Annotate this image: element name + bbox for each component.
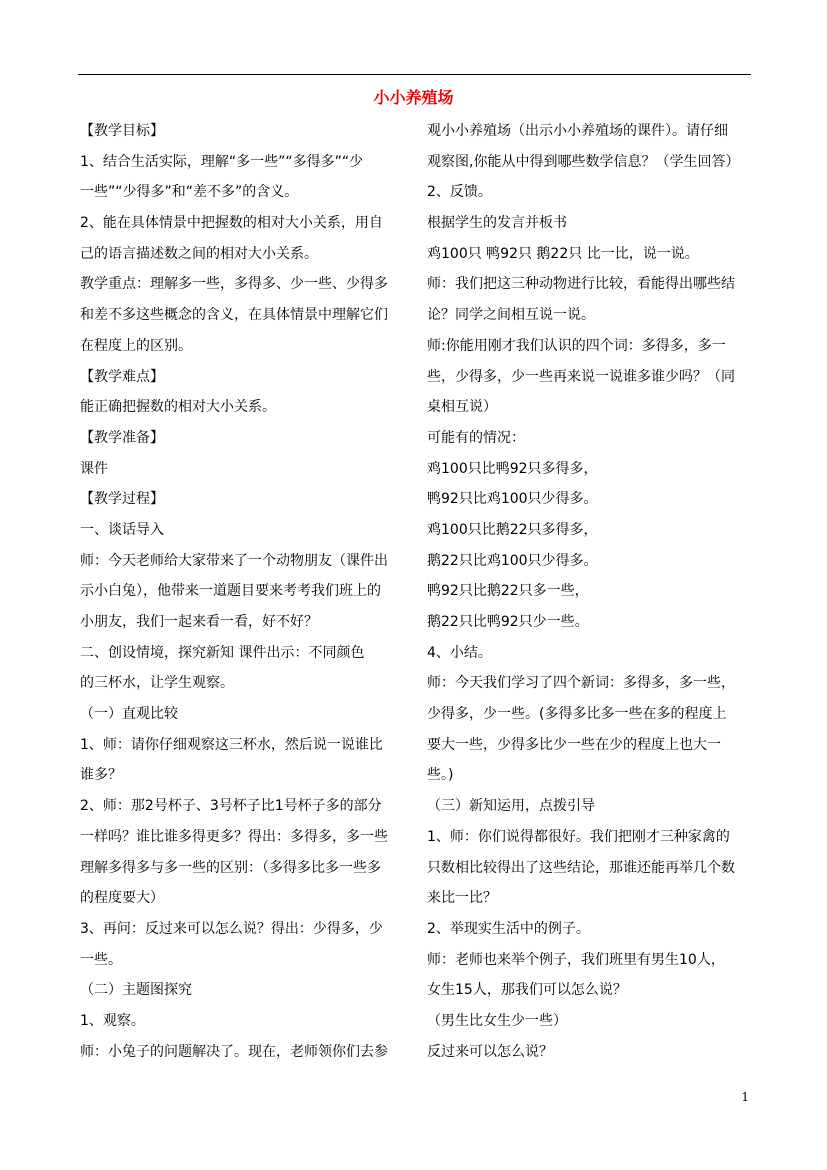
text-line: （男生比女生少一些）: [427, 1012, 567, 1029]
text-line: 一些。: [80, 951, 122, 968]
text-line: 教学重点：理解多一些，多得多、少一些、少得多: [80, 276, 388, 293]
text-line: 少得多，少一些。(多得多比多一些在多的程度上: [427, 706, 727, 723]
text-line: 示小白兔），他带来一道题目要来考考我们班上的: [80, 583, 381, 600]
text-line: 师：今天老师给大家带来了一个动物朋友（课件出: [80, 552, 388, 569]
text-line: 一样吗？谁比谁多得更多？得出：多得多，多一些: [80, 828, 388, 845]
text-line: 师：我们把这三种动物进行比较，看能得出哪些结: [427, 276, 735, 293]
text-line: 只数相比较得出了这些结论，那谁还能再举几个数: [427, 859, 735, 876]
header-rule: [78, 74, 751, 75]
text-line: 的三杯水，让学生观察。: [80, 675, 234, 692]
text-line: 鸡100只比鹅22只多得多，: [427, 521, 598, 538]
text-line: 些，少得多，少一些再来说一说谁多谁少吗？（同: [427, 368, 735, 385]
text-line: 鸡100只比鸭92只多得多，: [427, 460, 598, 477]
text-line: 鸭92只比鸡100只少得多。: [427, 491, 598, 508]
text-line: 在程度上的区别。: [80, 337, 192, 354]
text-line: 【教学准备】: [80, 429, 164, 446]
text-line: 1、师：请你仔细观察这三杯水，然后说一说谁比: [80, 736, 383, 753]
text-line: 2、师：那2号杯子、3号杯子比1号杯子多的部分: [80, 798, 382, 815]
text-line: 鸭92只比鹅22只多一些，: [427, 583, 589, 600]
text-line: （二）主题图探究: [80, 982, 192, 999]
text-line: 师：老师也来举个例子，我们班里有男生10人，: [427, 951, 725, 968]
text-line: 【教学目标】: [80, 123, 164, 139]
text-line: （三）新知运用，点拨引导: [427, 798, 595, 815]
text-line: 谁多？: [80, 767, 122, 784]
text-line: 论？同学之间相互说一说。: [427, 307, 595, 324]
text-line: 【教学过程】: [80, 491, 164, 508]
text-line: 4、小结。: [427, 644, 492, 661]
text-line: 【教学难点】: [80, 368, 164, 385]
document-title: 小小养殖场: [373, 88, 454, 107]
text-line: 鸡100只 鸭92只 鹅22只 比一比，说一说。: [427, 245, 699, 262]
text-line: 师：小兔子的问题解决了。现在，老师领你们去参: [80, 1043, 388, 1060]
text-line: 能正确把握数的相对大小关系。: [80, 399, 276, 416]
text-line: 师：今天我们学习了四个新词：多得多，多一些，: [427, 675, 735, 692]
text-line: 鹅22只比鸡100只少得多。: [427, 552, 598, 569]
text-line: 观小小养殖场（出示小小养殖场的课件）。请仔细: [427, 123, 728, 139]
text-line: 要大一些，少得多比少一些在少的程度上也大一: [427, 736, 721, 753]
right-column: [427, 116, 757, 1067]
text-line: 1、观察。: [80, 1012, 145, 1029]
text-line: 桌相互说）: [427, 399, 497, 416]
text-line: 鹅22只比鸭92只少一些。: [427, 614, 589, 630]
text-line: 理解多得多与多一些的区别：（多得多比多一些多: [80, 859, 381, 876]
text-line: 1、结合生活实际，理解“多一些”“多得多”“少: [80, 153, 364, 170]
text-line: 小朋友，我们一起来看一看，好不好？: [80, 614, 318, 630]
text-line: 师:你能用刚才我们认识的四个词：多得多，多一: [427, 337, 726, 354]
page-number: 1: [741, 1090, 749, 1104]
text-line: 2、举现实生活中的例子。: [427, 920, 590, 937]
text-line: 课件: [80, 460, 108, 477]
text-line: 2、反馈。: [427, 184, 492, 201]
text-line: 女生15人，那我们可以怎么说？: [427, 982, 627, 999]
text-line: 二、创设情境，探究新知 课件出示：不同颜色: [80, 644, 365, 661]
text-line: 根据学生的发言并板书: [427, 215, 567, 232]
text-line: 己的语言描述数之间的相对大小关系。: [80, 245, 318, 262]
text-line: 可能有的情况：: [427, 429, 525, 446]
text-line: 1、师：你们说得都很好。我们把刚才三种家禽的: [427, 828, 730, 845]
text-line: 3、再问：反过来可以怎么说？得出：少得多，少: [80, 920, 383, 937]
text-line: 一、谈话导入: [80, 521, 164, 538]
text-line: 和差不多这些概念的含义，在具体情景中理解它们: [80, 307, 388, 324]
text-line: 些。): [427, 767, 454, 784]
text-line: （一）直观比较: [80, 706, 178, 723]
text-line: 的程度要大）: [80, 890, 164, 907]
text-line: 2、能在具体情景中把握数的相对大小关系，用自: [80, 215, 383, 232]
left-column: [80, 116, 405, 1067]
text-line: 一些”“少得多”和“差不多”的含义。: [80, 184, 299, 201]
text-line: 观察图,你能从中得到哪些数学信息？（学生回答）: [427, 153, 740, 170]
text-line: 反过来可以怎么说？: [427, 1043, 553, 1060]
text-line: 来比一比？: [427, 890, 497, 907]
